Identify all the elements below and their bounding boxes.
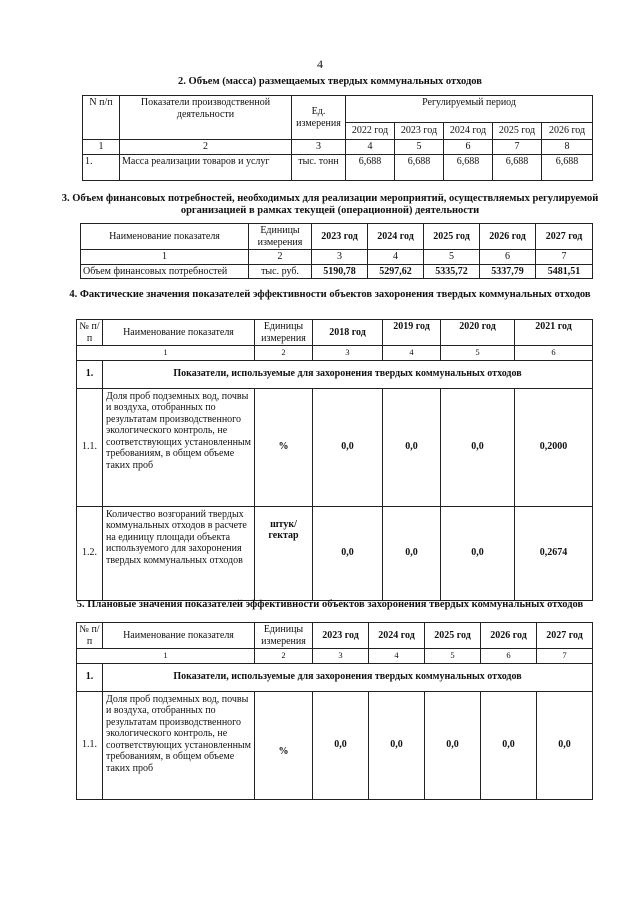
index-cell: 2 [255, 649, 313, 664]
header-year: 2027 год [537, 623, 593, 649]
group-num: 1. [77, 360, 103, 388]
header-year: 2018 год [313, 320, 383, 346]
row-unit: % [255, 691, 313, 799]
header-year: 2023 год [313, 623, 369, 649]
row-name: Масса реализации товаров и услуг [120, 154, 292, 180]
row-unit: тыс. тонн [292, 154, 346, 180]
index-cell: 7 [536, 250, 593, 265]
index-cell: 4 [368, 250, 424, 265]
header-year: 2025 год [425, 623, 481, 649]
header-year: 2019 год [383, 320, 441, 346]
header-year: 2022 год [346, 123, 395, 140]
header-year: 2024 год [368, 224, 424, 250]
header-year: 2027 год [536, 224, 593, 250]
page-number: 4 [317, 57, 323, 71]
value-cell: 6,688 [346, 154, 395, 180]
group-num: 1. [77, 663, 103, 691]
section-3-table [80, 223, 593, 279]
row-unit: тыс. руб. [249, 264, 312, 279]
header-year: 2025 год [493, 123, 542, 140]
index-cell: 1 [83, 140, 120, 155]
index-cell: 7 [537, 649, 593, 664]
index-cell: 6 [481, 649, 537, 664]
value-cell: 0,0 [313, 388, 383, 506]
value-cell: 0,0 [441, 388, 515, 506]
header-year: 2020 год [441, 320, 515, 346]
index-cell: 4 [383, 346, 441, 361]
row-num: 1.2. [77, 506, 103, 600]
header-name: Наименование показателя [103, 320, 255, 346]
header-year: 2024 год [444, 123, 493, 140]
row-unit: % [255, 388, 313, 506]
header-indicator: Показатели производственной деятельности [120, 96, 292, 140]
value-cell: 0,0 [313, 506, 383, 600]
value-cell: 0,0 [441, 506, 515, 600]
row-num: 1.1. [77, 388, 103, 506]
row-name: Объем финансовых потребностей [81, 264, 249, 279]
value-cell: 5297,62 [368, 264, 424, 279]
header-num: N п/п [83, 96, 120, 140]
index-cell: 6 [515, 346, 593, 361]
index-cell: 3 [312, 250, 368, 265]
value-cell: 6,688 [542, 154, 593, 180]
section-5-table [76, 622, 593, 800]
row-name: Доля проб подземных вод, почвы и воздуха, отобранных по результатам производственного экологического контроль, не соответствующих установленным требованиям, в общем объеме таких проб [103, 691, 255, 799]
header-year: 2025 год [424, 224, 480, 250]
header-unit: Единицы измерения [255, 623, 313, 649]
header-unit: Единицы измерения [249, 224, 312, 250]
section-4-title: 4. Фактические значения показателей эффективности объектов захоронения твердых коммунальных отходов [69, 289, 591, 300]
row-num: 1.1. [77, 691, 103, 799]
index-cell: 5 [425, 649, 481, 664]
header-period: Регулируемый период [346, 96, 593, 123]
row-name: Доля проб подземных вод, почвы и воздуха, отобранных по результатам производственного экологического контроль, не соответствующих установленным требованиям, в общем объеме таких проб [103, 388, 255, 506]
header-num: № п/п [77, 320, 103, 346]
index-cell: 6 [480, 250, 536, 265]
index-cell: 3 [313, 346, 383, 361]
index-cell: 5 [395, 140, 444, 155]
index-cell: 2 [120, 140, 292, 155]
header-year: 2026 год [481, 623, 537, 649]
index-cell: 2 [249, 250, 312, 265]
value-cell: 0,0 [383, 506, 441, 600]
row-unit: штук/ гектар [255, 506, 313, 600]
header-year: 2024 год [369, 623, 425, 649]
group-label: Показатели, используемые для захоронения твердых коммунальных отходов [103, 360, 593, 388]
value-cell: 6,688 [493, 154, 542, 180]
section-2-title: 2. Объем (масса) размещаемых твердых коммунальных отходов [178, 76, 482, 87]
value-cell: 0,0 [383, 388, 441, 506]
index-cell: 3 [313, 649, 369, 664]
value-cell: 6,688 [444, 154, 493, 180]
index-cell: 5 [441, 346, 515, 361]
value-cell: 5190,78 [312, 264, 368, 279]
group-label: Показатели, используемые для захоронения твердых коммунальных отходов [103, 663, 593, 691]
header-name: Наименование показателя [81, 224, 249, 250]
value-cell: 0,0 [313, 691, 369, 799]
header-unit: Единицы измерения [255, 320, 313, 346]
section-5-title: 5. Плановые значения показателей эффективности объектов захоронения твердых коммунальных отходов [76, 599, 584, 610]
value-cell: 0,0 [369, 691, 425, 799]
row-num: 1. [83, 154, 120, 180]
value-cell: 5481,51 [536, 264, 593, 279]
index-cell: 2 [255, 346, 313, 361]
index-cell: 3 [292, 140, 346, 155]
header-name: Наименование показателя [103, 623, 255, 649]
value-cell: 5335,72 [424, 264, 480, 279]
index-cell: 6 [444, 140, 493, 155]
section-4-table [76, 319, 593, 601]
value-cell: 5337,79 [480, 264, 536, 279]
value-cell: 0,0 [425, 691, 481, 799]
index-cell: 1 [77, 649, 255, 664]
index-cell: 1 [77, 346, 255, 361]
header-year: 2021 год [515, 320, 593, 346]
value-cell: 0,0 [481, 691, 537, 799]
value-cell: 0,2674 [515, 506, 593, 600]
row-name: Количество возгораний твердых коммунальных отходов в расчете на единицу площади объекта используемого для захоронения твердых коммунальных отходов [103, 506, 255, 600]
value-cell: 0,2000 [515, 388, 593, 506]
header-num: № п/п [77, 623, 103, 649]
section-3-title: 3. Объем финансовых потребностей, необходимых для реализации мероприятий, осуществляемых регулируемой организацией в рамках текущей (операционной) деятельности [61, 193, 599, 216]
section-2-table [82, 95, 593, 181]
index-cell: 4 [369, 649, 425, 664]
index-cell: 7 [493, 140, 542, 155]
index-cell: 5 [424, 250, 480, 265]
header-unit: Ед. измерения [292, 96, 346, 140]
header-year: 2023 год [312, 224, 368, 250]
index-cell: 1 [81, 250, 249, 265]
header-year: 2026 год [480, 224, 536, 250]
header-year: 2026 год [542, 123, 593, 140]
index-cell: 8 [542, 140, 593, 155]
index-cell: 4 [346, 140, 395, 155]
header-year: 2023 год [395, 123, 444, 140]
value-cell: 6,688 [395, 154, 444, 180]
value-cell: 0,0 [537, 691, 593, 799]
